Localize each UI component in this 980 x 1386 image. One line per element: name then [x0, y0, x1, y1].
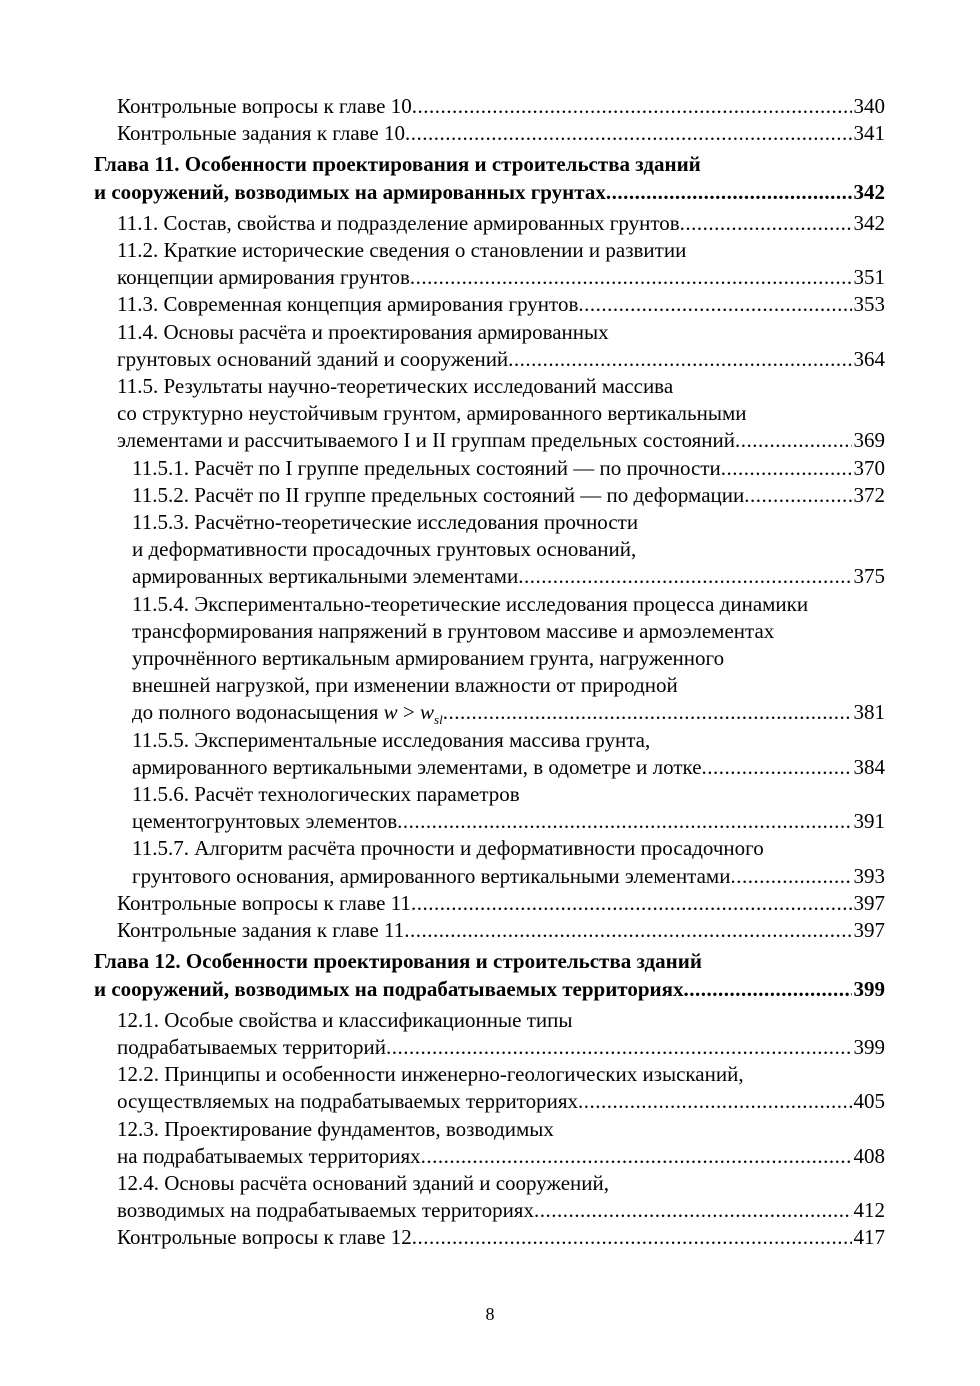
toc-entry[interactable] [0, 1224, 885, 1251]
toc-entry-title-line [132, 863, 730, 890]
toc-entry-title-line: и деформативности просадочных грунтовых оснований, [132, 537, 637, 562]
formula-operator: > [397, 700, 421, 725]
toc-page-number: 417 [853, 1225, 885, 1250]
formula-variable: w [383, 700, 398, 725]
toc-entry-title-line [94, 179, 606, 206]
toc-entry-title-text: осуществляемых на подрабатываемых территориях [117, 1089, 578, 1114]
toc-entry-title-line: 12.3. Проектирование фундаментов, возводимых [117, 1116, 554, 1141]
toc-entry-title-text: 11.5.1. Расчёт по I группе предельных состояний — по прочности [132, 455, 721, 480]
toc-entry-title-text: 11.3. Современная концепция армирования грунтов [117, 292, 579, 317]
dot-leader [397, 808, 851, 835]
toc-entry[interactable] [0, 727, 885, 781]
dot-leader [412, 93, 852, 120]
dot-leader [606, 179, 852, 206]
toc-entry-title-text: грунтового основания, армированного вертикальными элементами [132, 863, 731, 888]
toc-entry-title-line [132, 455, 721, 482]
toc-entry[interactable] [0, 591, 885, 727]
toc-entry-title-line: со структурно неустойчивым грунтом, армированного вертикальными [117, 401, 747, 426]
toc-entry-title-line: 11.5.5. Экспериментальные исследования массива грунта, [132, 727, 651, 752]
toc-entry-title-line: 11.5.7. Алгоритм расчёта прочности и деформативности просадочного [132, 836, 764, 861]
toc-page-number: 353 [853, 292, 885, 317]
toc-entry-title-line: внешней нагрузкой, при изменении влажности от природной [132, 673, 678, 698]
toc-entry-title-line [117, 1088, 578, 1115]
toc-entry[interactable] [0, 1170, 885, 1224]
toc-page-number: 381 [853, 700, 885, 725]
dot-leader [412, 1224, 852, 1251]
toc-page-number: 397 [853, 918, 885, 943]
toc-page-number: 340 [853, 94, 885, 118]
dot-leader [405, 120, 851, 147]
dot-leader [518, 563, 851, 590]
toc-page-number: 369 [853, 428, 885, 453]
toc-entry[interactable] [0, 509, 885, 591]
toc-page-number: 351 [853, 265, 885, 290]
toc-entry-title-line [117, 1197, 534, 1224]
dot-leader [680, 210, 852, 237]
toc-page-number: 412 [853, 1198, 885, 1223]
dot-leader [730, 863, 851, 890]
toc-page-number: 408 [853, 1143, 885, 1168]
toc-entry-title-line [117, 1143, 421, 1170]
toc-entry[interactable] [0, 237, 885, 291]
dot-leader [534, 1197, 852, 1224]
toc-entry[interactable] [0, 120, 885, 147]
formula-variable: w [420, 700, 435, 725]
toc-entry-title-line [117, 1224, 412, 1251]
dot-leader [410, 264, 852, 291]
toc-entry-title-line: 11.5.4. Экспериментально-теоретические исследования процесса динамики [132, 591, 809, 616]
toc-entry-title-text: Контрольные задания к главе 11 [117, 918, 405, 943]
dot-leader [735, 427, 852, 454]
dot-leader [421, 1143, 852, 1170]
toc-entry-title-line: Глава 12. Особенности проектирования и строительства зданий [94, 949, 702, 974]
toc-page-number: 342 [853, 179, 885, 204]
toc-entry-title-line [117, 93, 412, 120]
toc-entry[interactable] [0, 890, 885, 917]
toc-page-number: 391 [853, 809, 885, 834]
toc-entry-title-line [132, 482, 744, 509]
toc-entry-title-text: элементами и рассчитываемого I и II группам предельных состояний [117, 428, 735, 453]
table-of-contents [0, 93, 980, 1252]
toc-entry-title-line [117, 120, 405, 147]
toc-entry-title-text: и сооружений, возводимых на армированных грунтах [94, 179, 606, 204]
toc-page-number: 405 [853, 1089, 885, 1114]
toc-entry-title-line [132, 808, 397, 835]
dot-leader [721, 455, 852, 482]
toc-entry-title-text: и сооружений, возводимых на подрабатываемых территориях [94, 976, 684, 1001]
toc-entry-title-line [132, 563, 518, 590]
toc-entry-title-text: до полного водонасыщения [132, 700, 384, 725]
toc-entry-title-text: Контрольные вопросы к главе 11 [117, 890, 411, 915]
toc-entry-title-line: упрочнённого вертикальным армированием грунта, нагруженного [132, 646, 725, 671]
toc-entry-title-text: подрабатываемых территорий [117, 1034, 386, 1059]
toc-entry-title-line: 12.4. Основы расчёта оснований зданий и сооружений, [117, 1170, 610, 1195]
toc-entry[interactable] [0, 482, 885, 509]
toc-entry-title-line [132, 754, 702, 781]
toc-entry[interactable] [0, 373, 885, 455]
toc-entry-title-text: концепции армирования грунтов [117, 265, 410, 290]
toc-entry-title-line [132, 699, 443, 726]
toc-entry[interactable] [0, 93, 885, 120]
dot-leader [404, 917, 851, 944]
toc-chapter-entry[interactable] [0, 948, 885, 1002]
toc-entry-title-text: 11.5.2. Расчёт по II группе предельных состояний — по деформации [132, 482, 745, 507]
dot-leader [443, 699, 852, 726]
toc-entry-title-line [117, 210, 680, 237]
toc-page-number: 375 [853, 564, 885, 589]
toc-entry-title-line [117, 346, 508, 373]
toc-entry-title-text: Контрольные вопросы к главе 12 [117, 1225, 412, 1250]
toc-entry-title-line [117, 917, 404, 944]
toc-entry-title-line [117, 1034, 386, 1061]
toc-entry-title-line [117, 890, 411, 917]
toc-page-number: 384 [853, 754, 885, 779]
dot-leader [744, 482, 851, 509]
toc-entry[interactable] [0, 835, 885, 889]
toc-entry[interactable] [0, 1116, 885, 1170]
toc-page-number: 364 [853, 346, 885, 371]
toc-entry-title-line: 11.5.3. Расчётно-теоретические исследования прочности [132, 510, 639, 535]
toc-page-number: 399 [853, 1034, 885, 1059]
toc-entry-title-line [117, 264, 410, 291]
toc-entry-title-line: 11.2. Краткие исторические сведения о становлении и развитии [117, 238, 687, 263]
toc-page-number: 341 [853, 121, 885, 146]
toc-entry-title-text: 11.1. Состав, свойства и подразделение армированных грунтов [117, 210, 680, 235]
toc-entry-title-line: 12.1. Особые свойства и классификационные типы [117, 1007, 573, 1032]
toc-entry-title-line [117, 427, 735, 454]
toc-entry[interactable] [0, 781, 885, 835]
toc-entry-title-line: 11.5.6. Расчёт технологических параметров [132, 782, 520, 807]
toc-entry[interactable] [0, 291, 885, 318]
toc-entry-title-line: 11.5. Результаты научно-теоретических исследований массива [117, 374, 674, 399]
dot-leader [508, 346, 851, 373]
toc-entry-title-line [94, 976, 683, 1003]
toc-page-number: 370 [853, 455, 885, 480]
dot-leader [702, 754, 852, 781]
toc-entry-title-text: Контрольные вопросы к главе 10 [117, 94, 412, 118]
toc-entry-title-text: возводимых на подрабатываемых территориях [117, 1198, 534, 1223]
toc-entry-title-text: на подрабатываемых территориях [117, 1143, 421, 1168]
formula-subscript: sl [434, 712, 443, 728]
toc-entry[interactable] [0, 917, 885, 944]
dot-leader [578, 291, 851, 318]
toc-entry-title-text: грунтовых оснований зданий и сооружений [117, 346, 509, 371]
toc-page-number: 372 [853, 482, 885, 507]
toc-entry[interactable] [0, 1061, 885, 1115]
toc-entry-title-text: цементогрунтовых элементов [132, 809, 398, 834]
toc-entry[interactable] [0, 1007, 885, 1061]
toc-entry-title-line: 11.4. Основы расчёта и проектирования армированных [117, 319, 609, 344]
toc-entry-title-text: армированных вертикальными элементами [132, 564, 519, 589]
toc-entry-title-line: трансформирования напряжений в грунтовом массиве и армоэлементах [132, 618, 775, 643]
toc-entry[interactable] [0, 210, 885, 237]
dot-leader [578, 1088, 852, 1115]
toc-page-number: 342 [853, 210, 885, 235]
page-number: 8 [485, 1304, 495, 1324]
toc-entry-title-line: Глава 11. Особенности проектирования и строительства зданий [94, 152, 701, 177]
toc-entry[interactable] [0, 319, 885, 373]
toc-entry[interactable] [0, 455, 885, 482]
dot-leader [411, 890, 852, 917]
dot-leader [386, 1034, 852, 1061]
toc-page-number: 397 [853, 890, 885, 915]
toc-entry-title-line: 12.2. Принципы и особенности инженерно-геологических изысканий, [117, 1062, 744, 1087]
toc-entry-title-line [117, 291, 578, 318]
toc-entry-title-text: Контрольные задания к главе 10 [117, 121, 406, 146]
toc-entry-title-text: армированного вертикальными элементами, в одометре и лотке [132, 754, 702, 779]
toc-page-number: 393 [853, 863, 885, 888]
toc-chapter-entry[interactable] [0, 151, 885, 205]
toc-page-number: 399 [853, 976, 885, 1001]
dot-leader [683, 976, 851, 1003]
